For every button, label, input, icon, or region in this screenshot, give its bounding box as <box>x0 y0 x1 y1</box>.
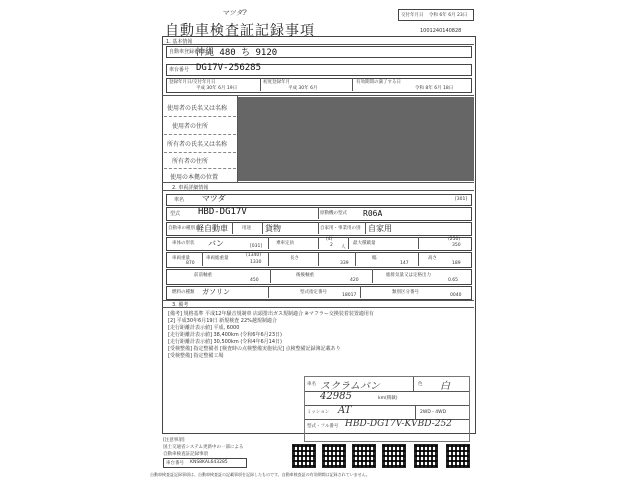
remark-line-2: [2] 平成30年6月19日 新規検査 22%越規制適合 <box>168 318 277 324</box>
category-value: 軽自動車 <box>196 224 228 233</box>
height-label: 高さ <box>428 256 437 261</box>
height-value: 189 <box>452 261 461 266</box>
notice-line-2: 自動車検査証記録事項 <box>163 452 208 457</box>
front-axle-value: 450 <box>250 278 259 283</box>
section1-title: 1. 基本情報 <box>166 39 193 45</box>
card-mission-hand: AT <box>338 405 352 416</box>
reg-date-value: 平成 30年 6月 19日 <box>196 86 238 91</box>
remark-line-1: [備考] 規格基準 平成12年騒音規制車 店頭排出ガス規制適合 ※マフラー交換装着装置適用有 <box>168 311 374 317</box>
chassis-value: DG17V-256285 <box>196 63 262 73</box>
type-designation-label: 型式指定番号 <box>300 290 327 295</box>
qr-code-5 <box>414 444 438 468</box>
gross-value: (1340) <box>246 253 261 258</box>
qr-code-2 <box>322 444 346 468</box>
purpose-label: 自家用・事業用の別 <box>320 226 361 231</box>
card-name-hand: スクラムバン <box>320 381 380 392</box>
reg-date-label: 登録年月日/交付年月日 <box>169 80 216 85</box>
card-drive-label: 2WD・4WD <box>420 410 447 415</box>
card-color-label: 色 <box>418 382 423 387</box>
card-km-label: km(積載) <box>378 396 398 401</box>
maker-code: [301] <box>455 197 468 202</box>
qr-code-4 <box>382 444 406 468</box>
fuel-label: 燃料の種類 <box>172 290 195 295</box>
capacity-unit: 人 <box>341 245 346 250</box>
base-label: 使用の本拠の位置 <box>170 174 219 181</box>
first-reg-value: 平成 30年 6月 <box>288 86 318 91</box>
owner-address-label: 所有者の住所 <box>172 158 209 165</box>
maker-label: 車名 <box>174 197 185 203</box>
remark-line-3: [走行距離計表示値] 平成, 6000 <box>168 325 240 331</box>
engine-value: R06A <box>363 209 383 218</box>
purpose-value: 自家用 <box>368 224 392 233</box>
user-address-label: 使用者の住所 <box>172 123 209 130</box>
card-name-label: 車名 <box>307 382 316 387</box>
notice-line-1: 国土交通省システム更新中の一部による <box>163 445 244 450</box>
max-load-value-2: 350 <box>452 243 461 248</box>
remark-line-4: [走行距離計表示値] 38,400km (令和6年6月23日) <box>168 332 282 338</box>
capacity-value-2: 2 <box>330 243 333 248</box>
width-label: 幅 <box>372 256 377 261</box>
type-designation-value: 18017 <box>342 293 357 298</box>
page-title: 自動車検査証記録事項 <box>165 23 315 39</box>
card-color-hand: 白 <box>440 381 450 392</box>
qr-code-1 <box>292 444 316 468</box>
owner-name-label: 所有者の氏名又は名称 <box>167 141 228 148</box>
user-name-label: 使用者の氏名又は名称 <box>167 105 228 112</box>
handwritten-mark: マツダ? <box>222 9 247 17</box>
issue-date-label: 交付年月日 <box>401 13 424 18</box>
capacity-value: (4) <box>326 237 333 242</box>
max-load-label: 最大積載量 <box>353 241 376 246</box>
engine-label: 原動機の型式 <box>320 211 347 216</box>
rear-axle-label: 後後軸重 <box>296 273 314 278</box>
first-reg-label: 初度登録年月 <box>263 80 290 85</box>
section2-title: 2. 車両詳細情報 <box>172 185 209 191</box>
use-label: 用途 <box>242 226 251 231</box>
max-load-value: (250) <box>448 237 461 242</box>
document-number: 1001240140828 <box>420 28 462 34</box>
redacted-block <box>238 97 474 181</box>
model-value: HBD-DG17V <box>198 207 247 217</box>
displacement-value: 0.65 <box>448 278 459 283</box>
issue-date-box <box>398 9 474 21</box>
notice-title: [注意事項] <box>163 438 185 443</box>
issue-date-value: 令和 6年 6月 23日 <box>429 13 468 18</box>
card-chassis-hand: HBD-DG17V-KVBD-252 <box>345 419 452 429</box>
category-label: 自動車の種別 <box>168 226 195 231</box>
body-label: 車体の形状 <box>172 241 195 246</box>
qr-code-3 <box>352 444 376 468</box>
plate-label: 自動車登録番号 <box>169 49 205 55</box>
weight-label: 車両重量 <box>172 256 190 261</box>
expiry-value: 令和 8年 6月 18日 <box>415 86 454 91</box>
footer-id-box <box>163 458 247 468</box>
rear-axle-value: 420 <box>350 278 359 283</box>
class-value: 0040 <box>450 293 462 298</box>
plate-value: 沖縄 480 ち 9120 <box>196 48 278 58</box>
footer-id-value: KNS8KAL643285 <box>190 460 228 465</box>
gross-label: 車両総重量 <box>206 256 229 261</box>
maker-value: マツダ <box>202 194 226 203</box>
remark-line-7: [受検整備] 指定整備工場 <box>168 353 224 359</box>
model-label: 型式 <box>170 211 181 217</box>
weight-value: 870 <box>186 261 195 266</box>
fuel-value: ガソリン <box>202 288 230 296</box>
footer-id-label: 車台番号 <box>166 461 184 466</box>
remark-line-5: [走行距離計表示値] 30,500km (令和4年6月14日) <box>168 339 282 345</box>
body-code: [031] <box>250 244 263 249</box>
front-axle-label: 前前軸重 <box>194 273 212 278</box>
card-chassis-label: 型式・フル番号 <box>307 424 339 429</box>
expiry-label: 有効期間の満了する日 <box>356 80 401 85</box>
use-value: 貨物 <box>265 224 281 233</box>
chassis-label: 車台番号 <box>169 67 190 73</box>
length-value: 339 <box>340 261 349 266</box>
section3-title: 3. 備考 <box>172 302 189 308</box>
body-value: バン <box>208 239 224 248</box>
width-value: 147 <box>400 261 409 266</box>
displacement-label: 総排気量又は定格出力 <box>386 273 431 278</box>
card-mission-label: ミッション <box>307 410 330 415</box>
card-km-hand: 42985 <box>320 391 352 402</box>
capacity-label: 乗車定員 <box>276 241 294 246</box>
length-label: 長さ <box>290 256 299 261</box>
footer-bottom-line: 自動車検査証記録事項は、自動車検査証の記載事項を記録したものです。自動車検査証の有効期間は記録されていません。 <box>150 472 370 477</box>
gross-value-2: 1330 <box>250 260 262 265</box>
class-label: 類別区分番号 <box>392 290 419 295</box>
qr-code-6 <box>446 444 470 468</box>
remark-line-6: [受検整備] 指定整備者 [検査時の点検整備実施状況] 点検整備記録簿記載あり <box>168 346 341 352</box>
